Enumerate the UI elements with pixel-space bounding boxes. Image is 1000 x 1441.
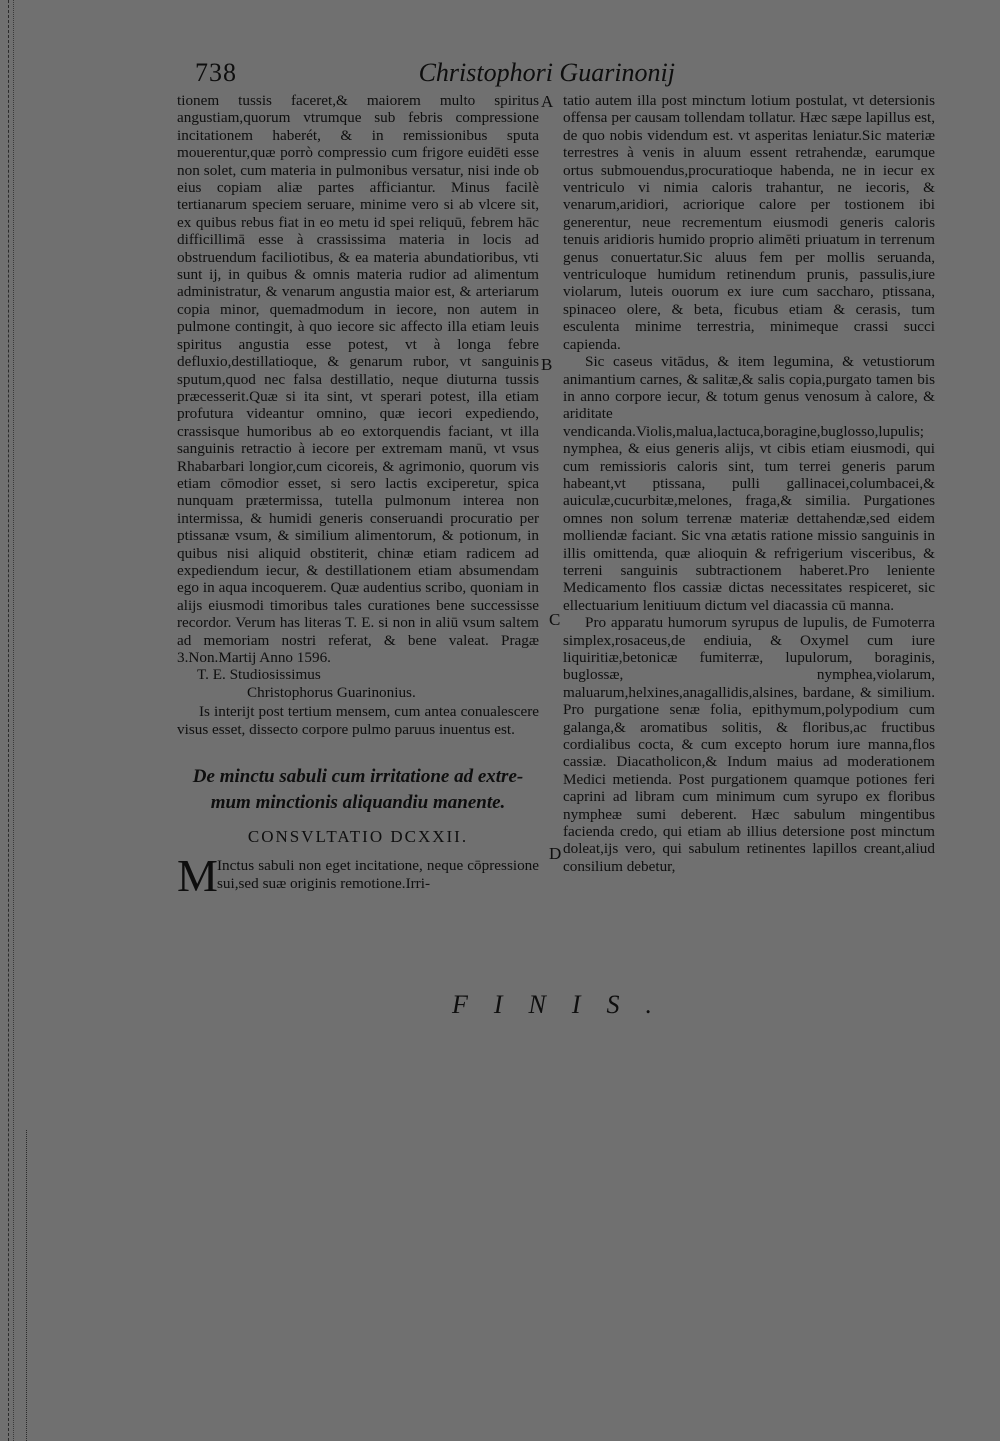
consultation-opening-text: Inctus sabuli non eget incitatione, neque cōpressione sui,sed suæ originis remotione.Irri- [217,857,539,892]
consultation-opening-paragraph [177,850,539,902]
page-header [195,58,675,94]
page-edge-shadow [26,1130,28,1441]
letter-body-paragraph: tionem tussis faceret,& maiorem multo spiritus angustiam,quorum vtrumque sub febris compressione incitationem haberét, & in remissionibus sputa mouerentur,quæ porrò compressio cum frigore euidēti esse non solet, cum materia in pulmonibus versatur, nisi inde ob eius copiam aliæ partes afficiantur. Minus facilè tertianarum speciem seruare, minime vero si ab vlcere sit, ex quibus rebus fiat in eo metu id spei reliquū, febrem hāc difficillimā esse à crassissima materia in locis ad obstruendum faciliotibus, & ea materia abundatioribus, vti sunt ij, in quibus & omnis materia rudior ad alimentum administratur, & venarum angustia maior est, & arteriarum copia minor, quemadmodum in iecore, non autem in pulmone contingit, à quo iecore sic affecto illa etiam leuis spiritus angustia esse potest, vt à longa febre defluxio,destillatioque, & genarum rubor, vt sanguinis sputum,quod nec falsa destillatio, neque diuturna tussis præcesserit.Quæ si ita sint, vt sperari potest, illa etiam profutura videantur omnino, quæ iecori expediendo, crassisque humoribus ab eo extorquendis faciant, vt illa sanguinis retractio à iecore per extremam manū, vt vsus Rhabarbari longior,cum cicoreis, & agrimonio, quorum vis etiam cōmodior esset, si sero lactis exciperetur, spica nunquam prætermissa, tutella pulmonum interea non intermissa, & humidi generis conseruandi procuratio per ptissanæ vsum, & similium alimentorum, & potionum, in quibus nisi aliquid obstiterit, chinæ etiam radicem ad expediendum iecur, & destillationem etiam absumendam ego in aqua incoquerem. Quæ audentius scribo, quoniam in alijs eiusmodi timoribus tales curationes bene successisse recordor. Verum has literas T. E. si non in aliū vsum saltem ad memoriam nostri referat, & bene valeat. Pragæ 3.Non.Martij Anno 1596. [177,92,539,666]
right-paragraph-3: Pro apparatu humorum syrupus de lupulis, de Fumoterra simplex,rosaceus,de endiuia, & Oxymel cum iure liquiritiæ,betonicæ fumiterræ, lupulorum, boraginis, buglossæ, nymphea,violarum, maluarum,helxines,anagallidis,alsines, bardane, & similium. Pro purgatione senæ folia, epithymum,polypodium cum galanga,& aromatibus solitis, & floribus,ac fructibus cordialibus cocta, & cum excepto horum iure manna,flos cassiæ. Diacatholicon,& Indum maius ad moderationem Medici metienda. Post purgationem quamque potiones feri caprini ad libram cum minimum cum syrupo ex floribus nympheæ sumi deberent. Hæc sabulum mingentibus facienda credo, qui etiam ab illius detersione post minctum doleat,ijs vero, qui sabulum retinentes lapillos creant,aliud consilium debetur, [563,614,935,875]
right-column [563,92,935,875]
right-paragraph-2: Sic caseus vitādus, & item legumina, & vetustiorum animantium carnes, & salitæ,& salis copia,purgato tamen bis in anno corpore iecur, & totum genus venosum à calore, & ariditate vendicanda.Violis,malua,lactuca,boragine,buglosso,lupulis; nymphea, & eius generis alijs, vt cibis etiam eiusmodi, qui cum remissioris caloris sint, tum terrei generis parum habeant,vt ptissana, pulli gallinacei,columbacei,& auiculæ,cucurbitæ,melones, fraga,& similia. Purgationes omnes non solum terrenæ materiæ dettahendæ,sed eidem molliendæ faciant. Sic vna ætatis ratione missio sanguinis in illis omittenda, quæ alioquin & refrigerium visceribus, & terreni sanguinis subtractionem haberet.Pro leniente Medicamento flos cassiæ dictas necessitates respiceret, sic ellectuarium lenitiuum dictum vel diacassia cū manna. [563,353,935,614]
postscript-paragraph: Is interijt post tertium mensem, cum antea conualescere visus esset, dissecto corpore pulmo paruus inuentus est. [177,703,539,738]
section-title-line: mum minctionis aliquandiu manente. [210,792,506,814]
section-title-line: De minctu sabuli cum irritatione ad extre- [192,766,524,788]
right-paragraph-1: tatio autem illa post minctum lotium postulat, vt detersionis offensa per causam tollendam tollatur. Hæc sæpe lapillus est, de quo nobis videndum est. vt asperitas leniatur.Sic materiæ terrestres à venis in aluum essent retrahendæ, earumque ortus submouendus,procuratioque habenda, ne in iecur ex ventriculo vi nimia caloris trahantur, ne iecoris, & venarum,aridiori, acriorique calore per tostionem ibi generentur, neue recrementum eiusmodi generis caloris tenuis aridioris humido proprio alimēti priuatum in terrenum genus conuertatur.Sic aluus fem per mollis seruanda, ventriculoque humidum retinendum prunis, passulis,iure violarum, luteis ouorum ex iure cum saccharo, ptissana, spinaceo olere, & beta, ficubus etiam & cerasis, tum esculenta minime terrestria, minimeque crassi succi capienda. [563,92,935,353]
margin-letter-d: D [549,844,562,863]
margin-letter-a: A [541,92,554,111]
page-number: 738 [195,58,237,87]
margin-letter-c: C [549,610,561,629]
left-column [177,92,539,902]
finis-colophon: FINIS. [452,990,679,1019]
drop-cap-letter: M [177,850,218,902]
page-binding-edge [8,0,14,1441]
consultation-heading: CONSVLTATIO DCXXII. [247,827,469,847]
signature-line-salutation: T. E. Studiosissimus [197,666,321,684]
margin-letter-b: B [541,355,553,374]
signature-line-name: Christophorus Guarinonius. [247,683,416,701]
running-head: Christophori Guarinonij [418,58,675,87]
section-title [177,764,539,816]
